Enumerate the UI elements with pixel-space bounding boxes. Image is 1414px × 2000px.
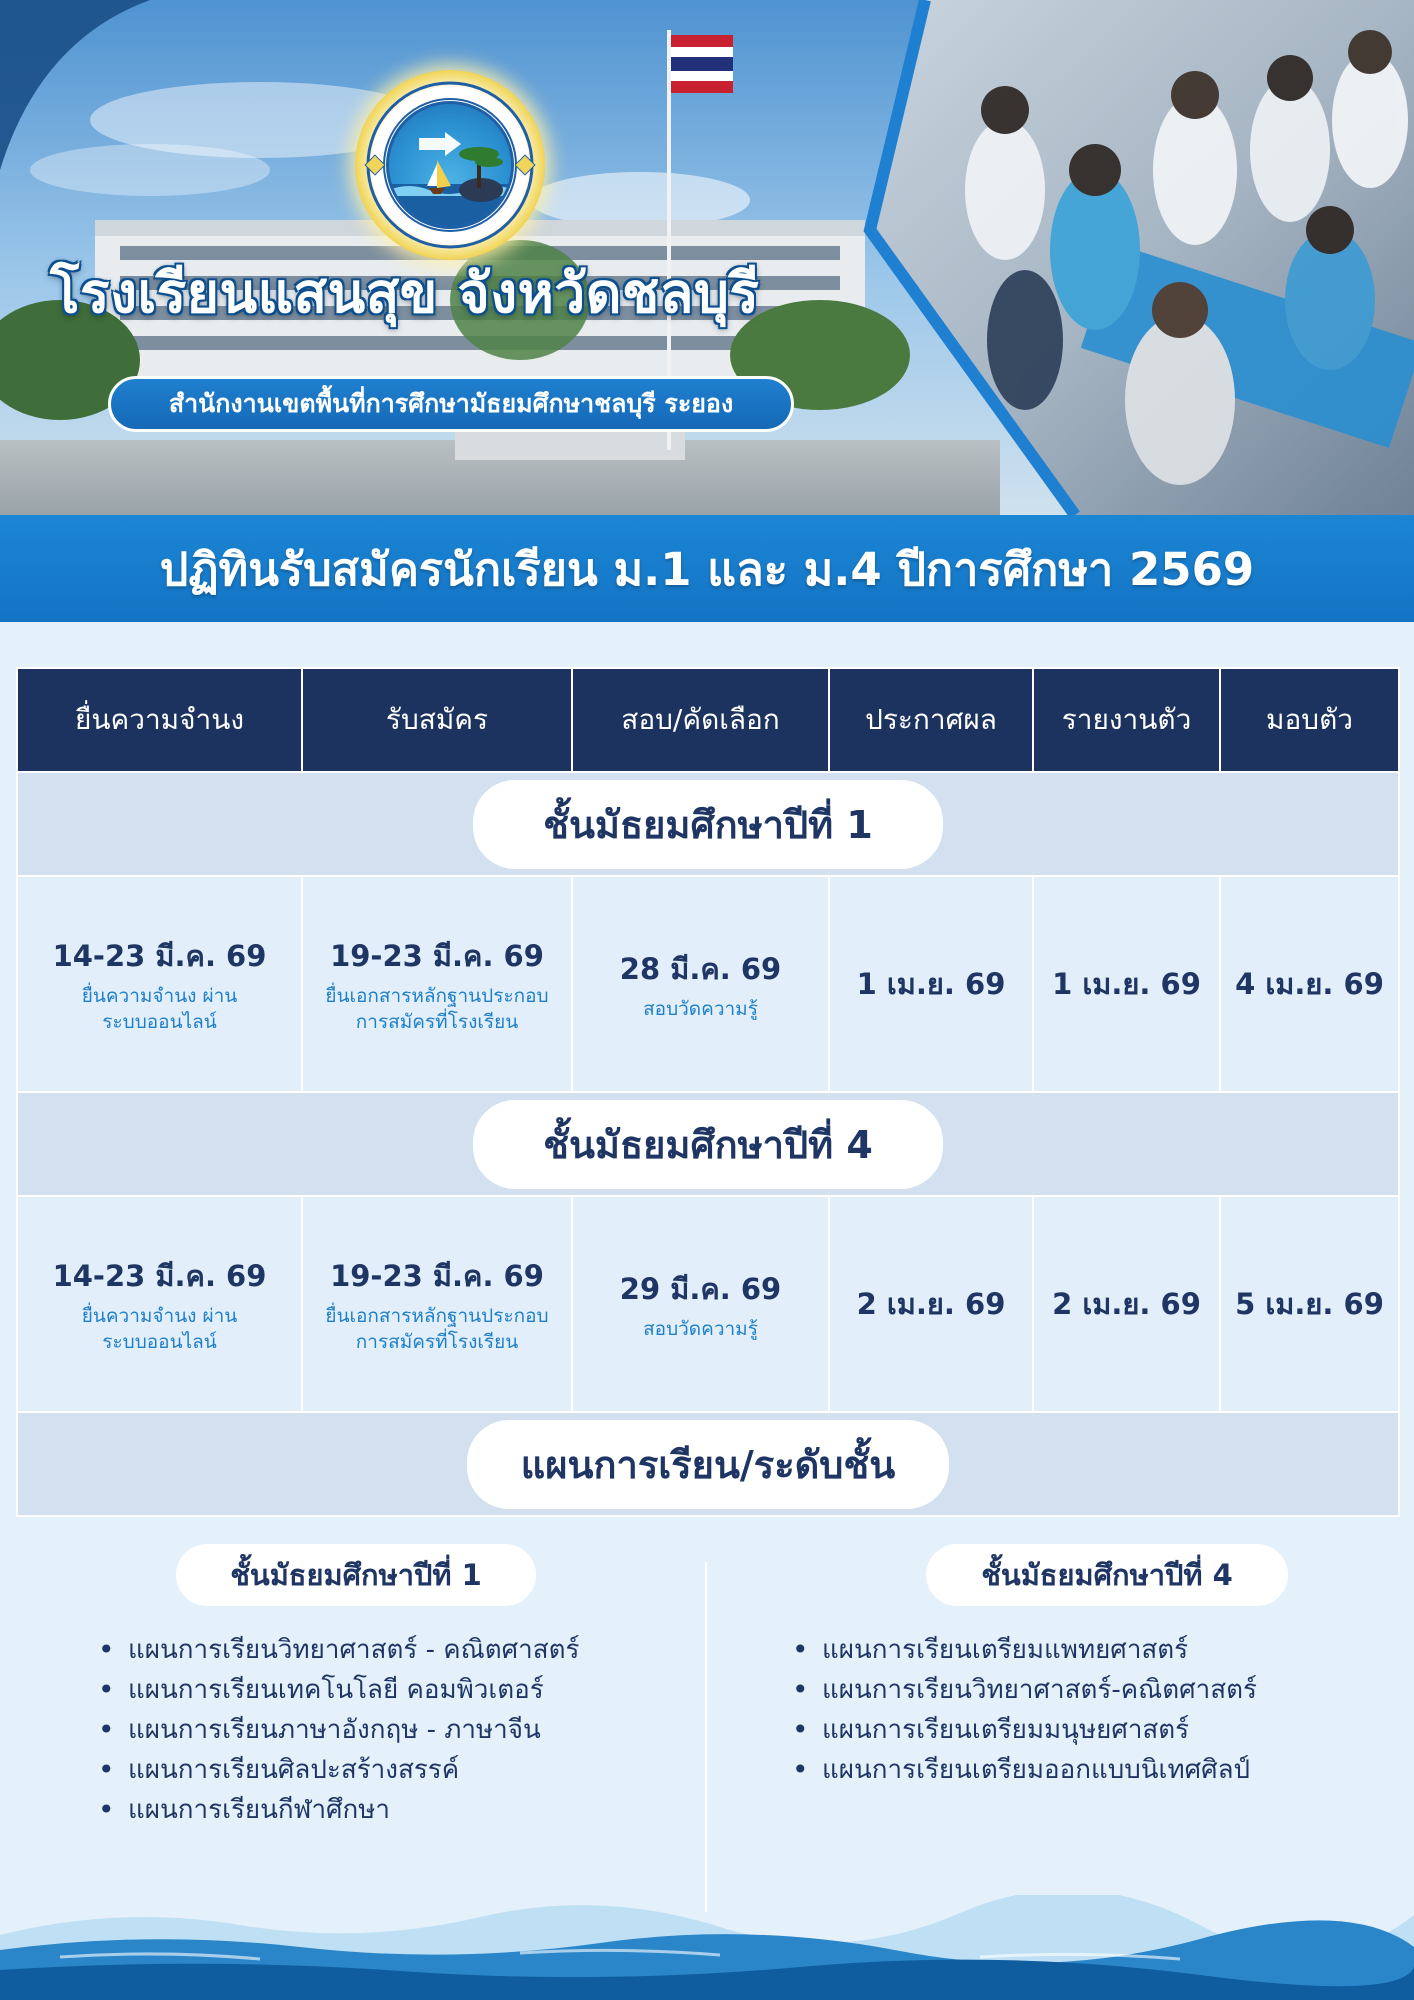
admission-schedule-table xyxy=(16,667,1400,1517)
table-row-m4 xyxy=(17,1196,1399,1412)
cell-date: 2 เม.ย. 69 xyxy=(856,1287,1006,1321)
section-label-m4: ชั้นมัธยมศึกษาปีที่ 4 xyxy=(473,1100,943,1189)
school-logo xyxy=(355,70,545,260)
cell-date: 5 เม.ย. 69 xyxy=(1235,1287,1384,1321)
education-office-badge: สำนักงานเขตพื้นที่การศึกษามัธยมศึกษาชลบุรี ระยอง xyxy=(108,376,794,432)
section-label-plans: แผนการเรียน/ระดับชั้น xyxy=(467,1420,949,1509)
table-cell xyxy=(829,1196,1033,1412)
table-cell xyxy=(572,876,829,1092)
list-item: • แผนการเรียนภาษาอังกฤษ - ภาษาจีน xyxy=(90,1710,676,1750)
section-row-m4 xyxy=(17,1092,1399,1196)
column-header: ยื่นความจำนง xyxy=(17,668,302,772)
section-row-plans xyxy=(17,1412,1399,1516)
cell-date: 1 เม.ย. 69 xyxy=(1052,967,1201,1001)
list-item: • แผนการเรียนกีฬาศึกษา xyxy=(90,1790,676,1830)
column-divider xyxy=(705,1562,707,1912)
table-row-m1 xyxy=(17,876,1399,1092)
list-item: • แผนการเรียนเตรียมออกแบบนิเทศศิลป์ xyxy=(784,1750,1376,1790)
plan-column-m4 xyxy=(776,1544,1376,1790)
cell-date: 2 เม.ย. 69 xyxy=(1052,1287,1201,1321)
cell-date: 19-23 มี.ค. 69 xyxy=(330,939,544,973)
list-item: • แผนการเรียนเตรียมแพทยศาสตร์ xyxy=(784,1630,1376,1670)
column-header: ประกาศผล xyxy=(829,668,1033,772)
list-item: • แผนการเรียนเทคโนโลยี คอมพิวเตอร์ xyxy=(90,1670,676,1710)
list-item: • แผนการเรียนศิลปะสร้างสรรค์ xyxy=(90,1750,676,1790)
cell-note: ยื่นความจำนง ผ่านระบบออนไลน์ xyxy=(81,1305,238,1353)
table-cell xyxy=(829,876,1033,1092)
cell-date: 1 เม.ย. 69 xyxy=(856,967,1006,1001)
plan-list-m1 xyxy=(90,1630,676,1830)
table-cell xyxy=(1220,1196,1399,1412)
cell-note: ยื่นความจำนง ผ่านระบบออนไลน์ xyxy=(81,985,238,1033)
cell-note: ยื่นเอกสารหลักฐานประกอบ การสมัครที่โรงเรียน xyxy=(325,985,549,1033)
list-item: • แผนการเรียนวิทยาศาสตร์-คณิตศาสตร์ xyxy=(784,1670,1376,1710)
table-cell xyxy=(302,1196,572,1412)
section-row-m1 xyxy=(17,772,1399,876)
table-cell xyxy=(1033,876,1220,1092)
school-name: โรงเรียนแสนสุข จังหวัดชลบุรี xyxy=(50,261,760,325)
table-cell xyxy=(572,1196,829,1412)
column-header: มอบตัว xyxy=(1220,668,1399,772)
cell-date: 28 มี.ค. 69 xyxy=(619,952,782,986)
calendar-title: ปฏิทินรับสมัครนักเรียน ม.1 และ ม.4 ปีการศึกษา 2569 xyxy=(159,542,1255,596)
cell-date: 29 มี.ค. 69 xyxy=(619,1272,782,1306)
cell-date: 4 เม.ย. 69 xyxy=(1235,967,1384,1001)
section-label-m1: ชั้นมัธยมศึกษาปีที่ 1 xyxy=(473,780,943,869)
plan-label-m1: ชั้นมัธยมศึกษาปีที่ 1 xyxy=(176,1544,536,1606)
column-header: รับสมัคร xyxy=(302,668,572,772)
column-header: รายงานตัว xyxy=(1033,668,1220,772)
calendar-title-band xyxy=(0,515,1414,622)
plan-label-m4: ชั้นมัธยมศึกษาปีที่ 4 xyxy=(926,1544,1288,1606)
list-item: • แผนการเรียนวิทยาศาสตร์ - คณิตศาสตร์ xyxy=(90,1630,676,1670)
cell-note: สอบวัดความรู้ xyxy=(643,1318,758,1340)
cell-date: 19-23 มี.ค. 69 xyxy=(330,1259,544,1293)
cell-note: สอบวัดความรู้ xyxy=(643,998,758,1020)
cell-date: 14-23 มี.ค. 69 xyxy=(52,1259,267,1293)
table-cell xyxy=(302,876,572,1092)
study-plans-section xyxy=(16,1512,1398,1912)
plan-column-m1 xyxy=(76,1544,676,1830)
table-cell xyxy=(1220,876,1399,1092)
table-header-row xyxy=(17,668,1399,772)
header-banner xyxy=(0,0,1414,515)
plan-list-m4 xyxy=(784,1630,1376,1790)
sea-wave-decoration xyxy=(0,1895,1414,2000)
cell-date: 14-23 มี.ค. 69 xyxy=(52,939,267,973)
column-header: สอบ/คัดเลือก xyxy=(572,668,829,772)
list-item: • แผนการเรียนเตรียมมนุษยศาสตร์ xyxy=(784,1710,1376,1750)
logo-ring xyxy=(355,70,545,260)
table-cell xyxy=(17,1196,302,1412)
cell-note: ยื่นเอกสารหลักฐานประกอบ การสมัครที่โรงเรียน xyxy=(325,1305,549,1353)
table-cell xyxy=(1033,1196,1220,1412)
table-cell xyxy=(17,876,302,1092)
